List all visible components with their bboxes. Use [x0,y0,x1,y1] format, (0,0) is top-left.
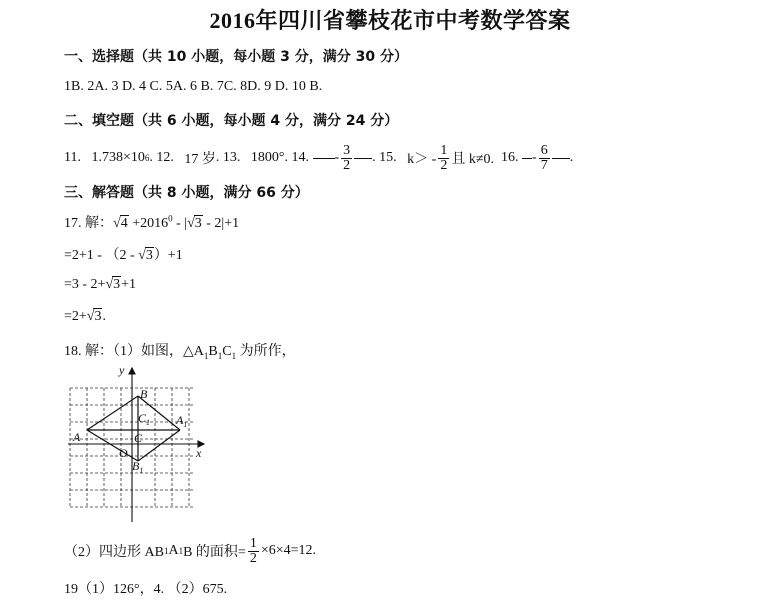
q14-fraction: $\frac{3}{2}$ [343,142,351,173]
q14-sign: - [334,150,340,165]
label-origin: O [119,446,128,460]
label-B1: $B_1$ [132,459,144,475]
q15-suffix: 且 k≠0. [451,152,495,167]
q12-label: . 12. [149,150,174,165]
label-C1: $C_1$ [138,411,151,427]
label-A1: $A_1$ [176,413,188,429]
q11-exponent: 6 [144,153,150,163]
q14-label: . 14. [284,150,309,165]
choice-answers: 1B. 2A. 3 D. 4 C. 5A. 6 B. 7C. 8D. 9 D. 10 B. [64,79,323,94]
triangle-and-quadrilateral [87,396,180,461]
segment-AB [87,396,138,430]
q12-value: 17 岁 [184,152,216,167]
q17-line-3: =3 - 2+√3+1 [64,277,137,292]
y-axis-arrow [129,368,135,374]
q17-line-1: 17. 解：$√4 +2016^0 - |√3 - 2|+1$ [64,213,240,231]
q11-value: 1.738×10 [91,150,145,165]
blank-line [313,158,335,159]
label-B: B [140,387,148,401]
q17-line-4: =2+√3. [64,309,106,324]
q18-line-2: （2）四边形 AB 1 A 1 B 的面积= $\frac{1}{2}$ ×6×4=12. [64,535,316,566]
page-title: 2016年四川省攀枝花市中考数学答案 [209,8,571,33]
q16-label: 16. [501,150,519,165]
q11-label: 11. [64,150,81,165]
label-A: A [73,430,81,444]
sqrt: √4 [113,216,128,231]
segment-A1B1 [138,430,180,461]
section-heading-fill: 二、填空题（共 6 小题，每小题 4 分，满分 24 分） [64,113,399,129]
sqrt: √3 [105,277,121,292]
axes [68,368,204,522]
label-y: y [119,363,125,377]
q16-fraction: $\frac{6}{7}$ [540,142,548,173]
sqrt: √3 [86,309,102,324]
section-heading-choice: 一、选择题（共 10 小题，每小题 3 分，满分 30 分） [64,49,408,65]
q17-line-2: =2+1 - （2 - √3）+1 [64,248,183,263]
sqrt: √3 [138,248,153,263]
coordinate-grid-figure [64,362,214,524]
q15-fraction: $\frac{1}{2}$ [440,142,448,173]
q13-value: 1800° [250,150,285,165]
q19-answer: 19（1）126°，4. （2）675. [64,582,228,597]
label-C: C [134,431,143,445]
q16-sign: - [532,150,537,165]
blank-line [552,158,570,159]
sqrt: √3 [187,216,202,231]
q15-label: . 15. [372,150,397,165]
area-fraction: $\frac{1}{2}$ [249,535,257,566]
q13-label: . 13. [215,150,241,165]
label-x: x [196,446,202,460]
q15-prefix: k＞ - [407,152,437,167]
blank-line [522,158,532,159]
fill-answers: 11. 1.738×10 6 . 12. 17 岁 . 13. 1800° . 14. - $\frac{3}{2}$ . 15. k＞ - $\frac{1}{2}$ 且 k≠0. 16. - $\frac{6}{7}$ . [64,142,574,173]
section-heading-solve: 三、解答题（共 8 小题，满分 66 分） [64,185,309,201]
blank-line [354,158,372,159]
q18-line-1: 18. 解：（1）如图，$\triangle A_1B_1C_1$ 为所作， [64,344,296,361]
